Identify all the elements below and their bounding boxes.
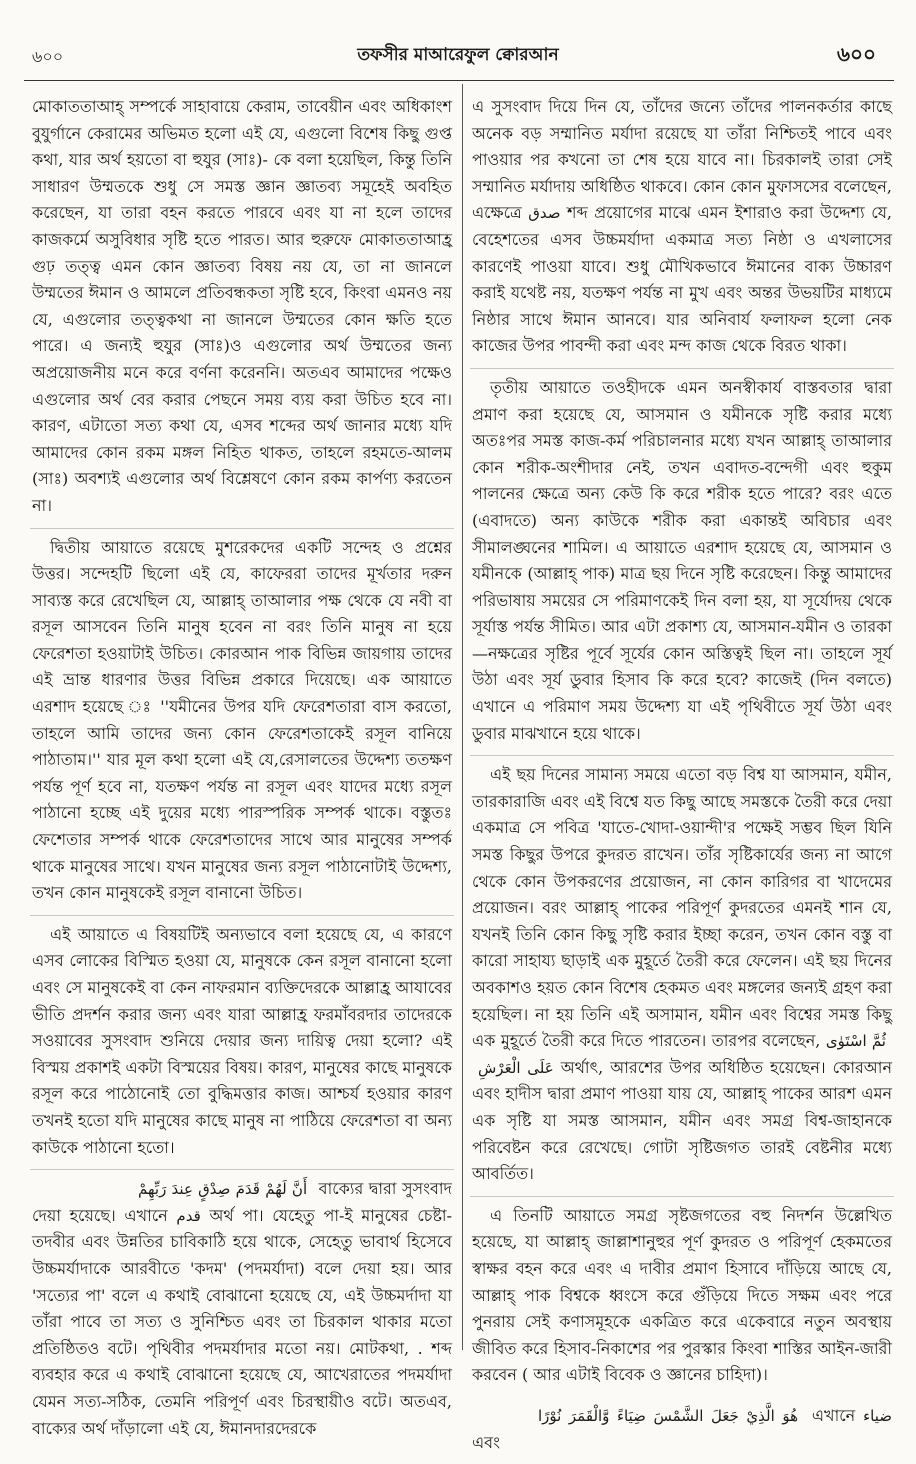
column-divider [462, 84, 463, 1350]
left-paragraph-1: মোকাততাআহ্ সম্পর্কে সাহাবায়ে কেরাম, তাবেয়ীন এবং অধিকাংশ বুযুর্গানে কেরামের অভিমত হলো এই যে, এগুলো বিশেষ কিছু গুপ্ত কথা, যার অর্থ হয়তো বা হুযুর (সাঃ)- কে বলা হয়েছিল, কিন্তু তিনি সাধারণ উম্মতকে শুধু সে সমস্ত জ্ঞান জ্ঞাতব্য সমূহেই অবহিত করেছেন, যা তারা বহন করতে পারবে এবং যা না হলে তাদের কাজকর্মে অসুবিধার সৃষ্টি হতে পারত। আর হুরুফে মোকাততাআহ্র গুঢ় তত্ত্ব এমন কোন জ্ঞাতব্য বিষয় নয় যে, তা না জানলে উম্মতের ঈমান ও আমলে প্রতিবন্ধকতা সৃষ্টি হবে, কিংবা এমনও নয় যে, এগুলোর তত্ত্বকথা না জানলে উম্মতের কোন ক্ষতি হতে পারে। এ জন্যই হুযুর (সাঃ)ও এগুলোর অর্থ উম্মতের জন্য অপ্রয়োজনীয় মনে করে বর্ণনা করেননি। অতএব আমাদের পক্ষেও এগুলোর অর্থ বের করার পেছনে সময় ব্যয় করা উচিত হবে না। কারণ, এটাতো সত্য কথা যে, এসব শব্দের অর্থ জানার মধ্যে যদি আমাদের কোন রকম মঙ্গল নিহিত থাকত, তাহলে রহমতে-আলম (সাঃ) অবশ্যই এগুলোর অর্থ বিশ্লেষণে কোন রকম কার্পণ্য করতেন না। [32, 97, 452, 515]
arabic-word: ضياء [863, 1406, 892, 1425]
right-paragraph-4: এ তিনটি আয়াতে সমগ্র সৃষ্টজগতের বহু নিদর্শন উল্লেখিত হয়েছে, যা আল্লাহ্ জাল্লাশানুহুর পূর্ণ কুদরত ও পরিপূর্ণ হেকমতের স্বাক্ষর বহন করে এবং এ দাবীর প্রমাণ হিসাবে দাঁড়িয়ে আছে যে, আল্লাহ্ পাক বিশ্বকে ধ্বংসে করে গুঁড়িয়ে দিতে সক্ষম এবং পরে পুনরায় সেই কণাসমূহকে একত্রিত করে একেবারে নতুন অবস্থায় জীবিত করে হিসাব-নিকাশের পর পুরস্কার কিংবা শাস্তির আইন-জারী করবেন ( আর এটাই বিবেক ও জ্ঞানের চাহিদা)। [470, 1196, 894, 1397]
paragraph-text: অর্থ পা। যেহেতু পা-ই মানুষের চেষ্টা-তদবীর এবং উন্নতির চাবিকাঠি হয়ে থাকে, সেহেতু ভাবার্থ হিসেবে উচ্চমর্যাদাকে আরবীতে 'কদম' (পদমর্যাদা) বলে দেয়া হয়। আর 'সত্যের পা' বলে এ কথাই বোঝানো হয়েছে যে, এই উচ্চমর্দাদা যা তাঁরা পাবে তা সত্য ও সুনিশ্চিত এবং তা চিরকাল থাকার মতো প্রতিষ্ঠিতও বটে। পৃথিবীর পদমর্যাদার মতো নয়। মোটকথা, . শব্দ ব্যবহার করে এ কথাই বোঝানো হয়েছে যে, আখেরাতের পদমর্যাদা যেমন সত্য-সঠিক, তেমনি পরিপূর্ণ এবং চিরস্থায়ীও বটে। অতএব, বাক্যের অর্থ দাঁড়ালো এই যে, ঈমানদারদেরকে [32, 1205, 452, 1438]
left-paragraph-3: এই আয়াতে এ বিষয়টিই অন্যভাবে বলা হয়েছে যে, এ কারণে এসব লোকের বিস্মিত হওয়া যে, মানুষকে কেন রসূল বানানো হলো এবং সে মানুষকেই বা কেন নাফরমান ব্যক্তিদেরকে আল্লাহ্র আযাবের ভীতি প্রদর্শন করার জন্য এবং যারা আল্লাহ্র ফরমাঁবরদার তাদেরকে সওয়াবের সুসংবাদ শুনিয়ে দেয়ার জন্য দায়িত্ব দেয়া হলো? এই বিস্ময় প্রকাশই একটা বিস্ময়ের বিষয়। কারণ, মানুষের কাছে মানুষকে রসূল করে পাঠোনোই তো বুদ্ধিমত্তার কাজ। আশ্চর্য হওয়ার কারণ তখনই হতো যদি মানুষের কাছে মানুষ না পাঠিয়ে ফেরেশতা বা অন্য কাউকে পাঠানো হতো। [30, 915, 454, 1169]
page-number-right: ৬০০ [836, 42, 876, 66]
paragraph-text: এখানে [811, 1405, 856, 1425]
right-paragraph-2: তৃতীয় আয়াতে তওহীদকে এমন অনস্বীকার্য বাস্তবতার দ্বারা প্রমাণ করা হয়েছে যে, আসমান ও যমীনকে সৃষ্টি করার মধ্যে অতঃপর সমস্ত কাজ-কর্ম পরিচালনার মধ্যে যখন আল্লাহ্ তাআলার কোন শরীক-অংশীদার নেই, তখন এবাদত-বন্দেগী এবং হুকুম পালনের ক্ষেত্রে অন্য কেউ কি করে শরীক হতে পারে? বরং এতে (এবাদতে) অন্য কাউকে শরীক করা একান্তই অবিচার এবং সীমালঙ্ঘনের শামিল। এ আয়াতে এরশাদ হয়েছে যে, আসমান ও যমীনকে (আল্লাহ্ পাক) মাত্র ছয় দিনে সৃষ্টি করেছেন। কিন্তু আমাদের পরিভাষায় সময়ের সে পরিমাণকেই দিন বলা হয়, যা সূর্যোদয় থেকে সূর্যাস্ত পর্যন্ত সীমিত। আর এটা প্রকাশ্য যে, আসমান-যমীন ও তারকা—নক্ষত্রের সৃষ্টির পূর্বে সূর্যের কোন অস্তিত্বই ছিল না। তাহলে সূর্য উঠা এবং সূর্য ডুবার হিসাব কি করে হবে? কাজেই (দিন বলতে) এখানে এ পরিমাণ সময় উদ্দেশ্য যা এই পৃথিবীতে সূর্য উঠা এবং ডুবার মাঝখানে হয়ে থাকে। [470, 368, 894, 755]
running-title: তফসীর মাআরেফুল ক্বোরআন [357, 45, 559, 65]
left-paragraph-4 [30, 1169, 454, 1450]
right-paragraph-1 [470, 90, 894, 368]
paragraph-text: অর্থাৎ, আরশের উপর অধিষ্ঠিত হয়েছেন। কোরআন এবং হাদীস দ্বারা প্রমাণ পাওয়া যায় যে, আল্লাহ্ পাকের আরশ এমন এক সৃষ্টি যা সমস্ত আসমান, যমীন এবং সমগ্র বিশ্ব-জাহানকে পরিবেষ্টন করে রেখেছে। গোটা সৃষ্টিজগত তারই বেষ্টনীর মধ্যে আবর্তিত। [472, 1057, 893, 1184]
arabic-word: قدم [176, 1206, 201, 1225]
left-column [30, 90, 454, 1438]
paragraph-text: বাক্যের দ্বারা সুসংবাদ দেয়া হয়েছে। এখানে [32, 1179, 452, 1225]
page-header [0, 0, 916, 82]
arabic-verse: أَنَّ لَهُمْ قَدَمَ صِدْقٍ عِندَ رَبِّهِمْ [138, 1180, 308, 1199]
arabic-verse: هُوَ الَّذِيْ جَعَلَ الشَّمْسَ ضِيَاءً وَّالْقَمَرَ نُوْرًا [538, 1406, 798, 1425]
paragraph-text: এ সুসংবাদ দিয়ে দিন যে, তাঁদের জন্যে তাঁদের পালনকর্তার কাছে অনেক বড় সম্মানিত মর্যাদা রয়েছে যা তাঁরা নিশ্চিতই পাবে এবং পাওয়ার পর কখনো তা শেষ হয়ে যাবে না। চিরকালই তারা সেই সম্মানিত মর্যাদায় অধিষ্ঠিত থাকবে। কোন কোন মুফাসসের বলেছেন, এক্ষেত্রে [472, 97, 892, 223]
right-paragraph-5 [470, 1397, 894, 1464]
right-paragraph-3 [470, 755, 894, 1196]
page-number-left: ৬০০ [32, 47, 64, 66]
paragraph-text: এই ছয় দিনের সামান্য সময়ে এতো বড় বিশ্ব যা আসমান, যমীন, তারকারাজি এবং এই বিশ্বে যত কিছু আছে সমস্তকে তৈরী করে দেয়া একমাত্র সে পবিত্র 'যাতে-খোদা-ওয়ান্দী'র পক্ষেই সম্ভব ছিল যিনি সমস্ত কিছুর উপরে কুদরত রাখেন। তাঁর সৃষ্টিকার্যের জন্য না আগে থেকে কোন উপকরণের প্রয়োজন, না কোন কারিগর বা খাদেমের প্রয়োজন। বরং আল্লাহ্ পাকের পরিপূর্ণ কুদরতের এমনই শান যে, যখনই তিনি কোন কিছু সৃষ্টি করার ইচ্ছা করেন, তখন কোন বস্তু বা কারো সাহায্য ছাড়াই এক মুহূর্তে তৈরী করে ফেলেন। এই ছয় দিনের অবকাশও হয়ত কোন বিশেষ হেকমত এবং মঙ্গলের জন্যই গ্রহণ করা হয়েছিল। না হয় তিনি এই অসামান, যমীন এবং বিশ্বের সমস্ত কিছু এক মুহূর্তে তৈরী করে দিতে পারতেন। তারপর বলেছেন, [472, 765, 892, 1051]
paragraph-text: শব্দ প্রয়োগের মাঝে এমন ইশারাও করা উদ্দেশ্য যে, বেহেশতের এসব উচ্চমর্যাদা একমাত্র সত্য নিষ্ঠা ও এখলাসের কারণেই পাওয়া যাবে। শুধু মৌখিকভাবে ঈমানের বাক্য উচ্চারণ করাই যথেষ্ট নয়, যতক্ষণ পর্যন্ত না মুখ এবং অন্তর উভয়টির মাধ্যমে নিষ্ঠার সাথে ঈমান আনবে। যার অনিবার্য ফলাফল হলো নেক কাজের উপর পাবন্দী করা এবং মন্দ কাজ থেকে বিরত থাকা। [472, 203, 892, 356]
arabic-verse: ثُمَّ اسْتَوٰى عَلَى الْعَرْشِ [478, 1032, 886, 1077]
arabic-word: صدق [528, 204, 561, 223]
left-paragraph-2: দ্বিতীয় আয়াতে রয়েছে মুশরেকদের একটি সন্দেহ ও প্রশ্নের উত্তর। সন্দেহটি ছিলো এই যে, কাফেররা তাদের মূর্খতার দরুন সাব্যস্ত করে রেখেছিল যে, আল্লাহ্ তাআলার পক্ষ থেকে যে নবী বা রসূল আসবেন তিনি মানুষ হবেন না বরং তিনি মানুষ না হয়ে ফেরেশতা হওয়াটাই উচিত। কোরআন পাক বিভিন্ন জায়গায় তাদের এই ভ্রান্ত ধারণার উত্তর বিভিন্ন প্রকারে দিয়েছে। এক আয়াতে এরশাদ হয়েছে ঃ ''যমীনের উপর যদি ফেরেশতারা বাস করতো, তাহলে আমি তাদের জন্য কোন ফেরেশতাকেই রসূল বানিয়ে পাঠাতাম।'' যার মূল কথা হলো এই যে,রেসালতের উদ্দেশ্য ততক্ষণ পর্যন্ত পূর্ণ হবে না, যতক্ষণ পর্যন্ত না রসূল এবং যাদের মধ্যে রসূল পাঠানো হচ্ছে এই দুয়ের মধ্যে পারস্পরিক সম্পর্ক থাকে। বস্তুতঃ ফেশেতার সম্পর্ক থাকে ফেরেশতাদের সাথে আর মানুষের সম্পর্ক থাকে মানুষের সাথে। যখন মানুষের জন্য রসূল পাঠানোটাই উদ্দেশ্য, তখন কোন মানুষকেই রসূল বানানো উচিত। [30, 528, 454, 915]
right-column [470, 90, 894, 1452]
paragraph-text: এবং [472, 1432, 500, 1452]
header-divider [24, 80, 894, 81]
